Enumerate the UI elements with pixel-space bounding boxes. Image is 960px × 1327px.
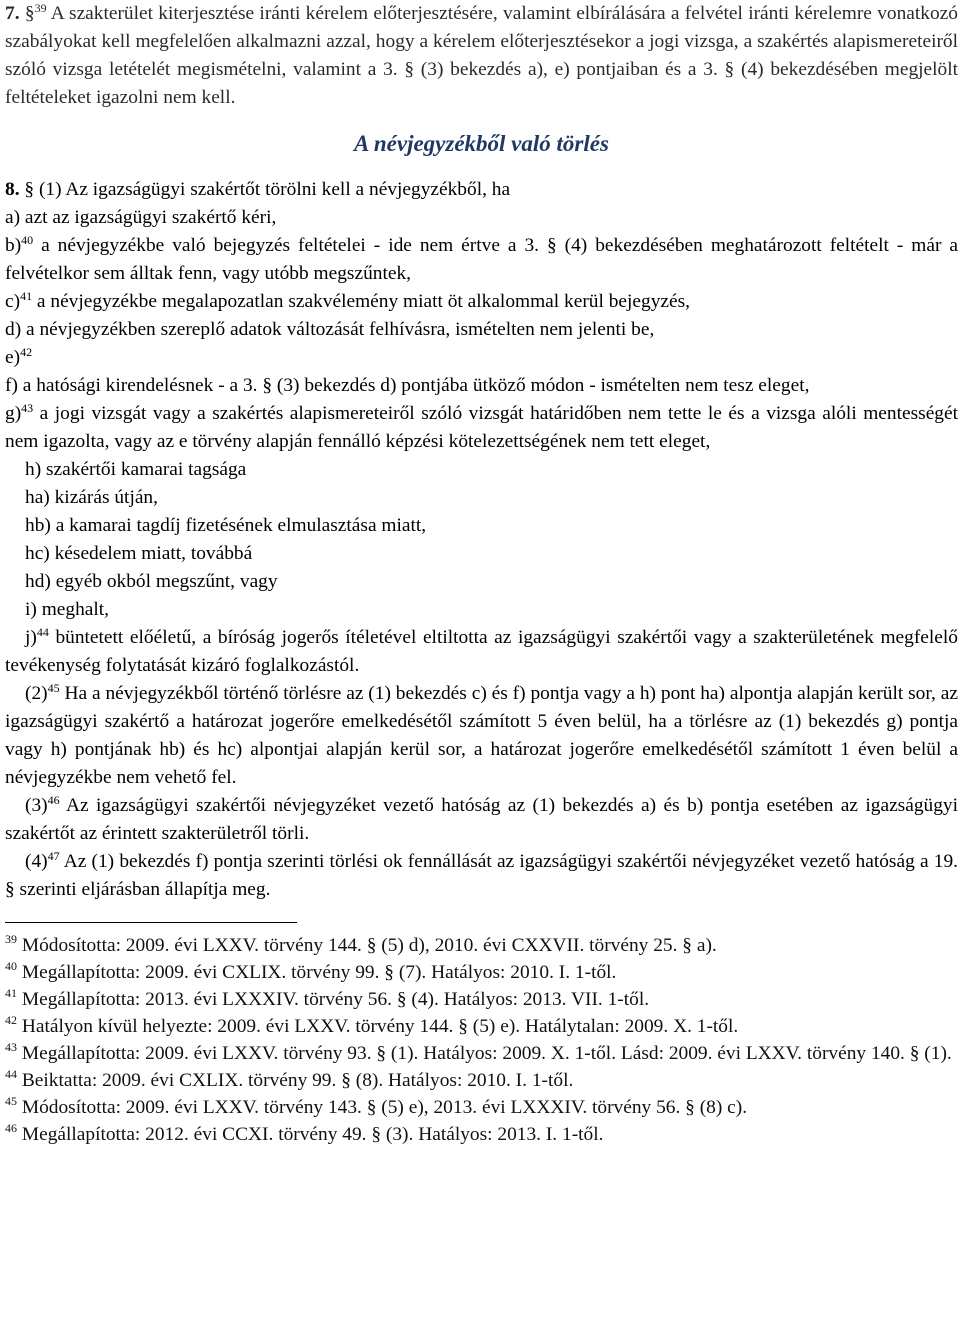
section-8-intro-text: § (1) Az igazságügyi szakértőt törölni kell a névjegyzékből, ha (19, 179, 511, 200)
footnote (5, 959, 958, 986)
point-ha: ha) kizárás útján, (25, 487, 158, 508)
footnote-number: 40 (5, 959, 17, 973)
point-g-text: a jogi vizsgát vagy a szakértés alapismereteiről szóló vizsgát határidőben nem tette le és a vizsga alóli mentességét nem igazolta, vagy az e törvény alapján fennálló képzési kötelezettségének nem tett eleget, (5, 403, 958, 452)
footnote-number: 39 (5, 932, 17, 946)
footnote-number: 42 (5, 1013, 17, 1027)
section-7-paragraph (5, 0, 958, 112)
footnote-number: 44 (5, 1067, 17, 1081)
point-j (5, 624, 958, 680)
point-c-text: a névjegyzékbe megalapozatlan szakvélemény miatt öt alkalommal kerül bejegyzés, (32, 291, 691, 312)
document-page (5, 0, 958, 1148)
paragraph-2 (5, 680, 958, 792)
footnote (5, 1094, 958, 1121)
paragraph-2-label: (2) (25, 683, 48, 704)
footnote-number: 46 (5, 1121, 17, 1135)
point-f: f) a hatósági kirendelésnek - a 3. § (3) bekezdés d) pontjába ütköző módon - ismételten nem tesz eleget, (5, 375, 810, 396)
footnote-ref-44[interactable]: 44 (36, 625, 49, 639)
point-i: i) meghalt, (25, 599, 110, 620)
paragraph-3 (5, 792, 958, 848)
paragraph-4 (5, 848, 958, 904)
footnote-ref-40[interactable]: 40 (21, 233, 34, 247)
point-h: h) szakértői kamarai tagsága (25, 459, 247, 480)
point-e (5, 344, 958, 372)
footnotes (5, 932, 958, 1148)
section-7-text: A szakterület kiterjesztése iránti kérelem előterjesztésére, valamint elbírálására a felvétel iránti kérelemre vonatkozó szabályokat kell megfelelően alkalmazni azzal, hogy a kérelem előterjesztésekor a jogi vizsga, a szakértés alapismereteiről szóló vizsga letételét megismételni, valamint a 3. § (3) bekezdés a), e) pontjaiban és a 3. § (4) bekezdésében megjelölt feltételeket igazolni nem kell. (5, 3, 958, 108)
point-g (5, 400, 958, 456)
paragraph-3-label: (3) (25, 795, 48, 816)
paragraph-2-text: Ha a névjegyzékből történő törlésre az (1) bekezdés c) és f) pontja vagy a h) pont ha) alpontja alapján került sor, az igazságügyi szakértő a határozat jogerőre emelkedésétől számított 5 éven belül, ha a törlésre az (1) bekezdés g) pontja vagy h) pontjának hb) és hc) alpontjai alapján kerül sor, a határozat jogerőre emelkedésétől számított 1 éven belül a névjegyzékbe nem vehető fel. (5, 683, 958, 788)
footnote-text: Megállapította: 2012. évi CCXI. törvény 49. § (3). Hatályos: 2013. I. 1-től. (17, 1124, 604, 1145)
section-title: A névjegyzékből való törlés (354, 131, 609, 156)
footnote (5, 986, 958, 1013)
paragraph-4-text: Az (1) bekezdés f) pontja szerinti törlési ok fennállását az igazságügyi szakértői névjegyzéket vezető hatóság a 19. § szerinti eljárásban állapítja meg. (5, 851, 958, 900)
point-b-text: a névjegyzékbe való bejegyzés feltételei - ide nem értve a 3. § (4) bekezdésében meghatározott feltételt - már a felvételkor sem álltak fenn, vagy utóbb megszűntek, (5, 235, 958, 284)
footnote-ref-47[interactable]: 47 (47, 849, 60, 863)
footnote-text: Megállapította: 2009. évi CXLIX. törvény 99. § (7). Hatályos: 2010. I. 1-től. (17, 962, 617, 983)
footnote-ref-39[interactable]: 39 (34, 1, 47, 15)
point-hb: hb) a kamarai tagdíj fizetésének elmulasztása miatt, (25, 515, 427, 536)
footnote-ref-46[interactable]: 46 (47, 793, 60, 807)
footnote (5, 1013, 958, 1040)
point-e-label: e) (5, 347, 21, 368)
footnote-text: Megállapította: 2009. évi LXXV. törvény 93. § (1). Hatályos: 2009. X. 1-től. Lásd: 2009. évi LXXV. törvény 140. § (1). (17, 1043, 952, 1064)
section-7-sign: § (24, 3, 35, 24)
section-8-number: 8. (5, 179, 20, 200)
section-7-number: 7. (5, 3, 20, 24)
point-d: d) a névjegyzékben szereplő adatok változását felhívásra, ismételten nem jelenti be, (5, 319, 655, 340)
paragraph-3-text: Az igazságügyi szakértői névjegyzéket vezető hatóság az (1) bekezdés a) és b) pontja esetében az igazságügyi szakértőt az érintett szakterületről törli. (5, 795, 958, 844)
footnote (5, 1121, 958, 1148)
footnote-number: 43 (5, 1040, 17, 1054)
footnote-divider (5, 922, 297, 923)
point-j-label: j) (25, 627, 37, 648)
footnote-text: Módosította: 2009. évi LXXV. törvény 143. § (5) e), 2013. évi LXXXIV. törvény 56. § (8) c). (17, 1097, 748, 1118)
point-hd: hd) egyéb okból megszűnt, vagy (25, 571, 278, 592)
footnote-number: 45 (5, 1094, 17, 1108)
point-j-text: büntetett előéletű, a bíróság jogerős ítéletével eltiltotta az igazságügyi szakértői vagy a szakterületének megfelelő tevékenység folytatását kizáró foglalkozástól. (5, 627, 958, 676)
point-g-label: g) (5, 403, 22, 424)
footnote-number: 41 (5, 986, 17, 1000)
section-8-intro (5, 176, 958, 204)
footnote (5, 932, 958, 959)
footnote (5, 1067, 958, 1094)
point-b (5, 232, 958, 288)
point-b-label: b) (5, 235, 22, 256)
footnote-ref-41[interactable]: 41 (20, 289, 33, 303)
point-a: a) azt az igazságügyi szakértő kéri, (5, 207, 277, 228)
point-hc: hc) késedelem miatt, továbbá (25, 543, 253, 564)
paragraph-4-label: (4) (25, 851, 48, 872)
footnote-text: Módosította: 2009. évi LXXV. törvény 144. § (5) d), 2010. évi CXXVII. törvény 25. § a). (17, 935, 717, 956)
footnote-text: Beiktatta: 2009. évi CXLIX. törvény 99. § (8). Hatályos: 2010. I. 1-től. (17, 1070, 574, 1091)
footnote (5, 1040, 958, 1067)
point-c-label: c) (5, 291, 21, 312)
footnote-text: Hatályon kívül helyezte: 2009. évi LXXV. törvény 144. § (5) e). Hatálytalan: 2009. X. 1-től. (17, 1016, 739, 1037)
point-c (5, 288, 958, 316)
footnote-text: Megállapította: 2013. évi LXXXIV. törvény 56. § (4). Hatályos: 2013. VII. 1-től. (17, 989, 650, 1010)
footnote-ref-45[interactable]: 45 (47, 681, 60, 695)
footnote-ref-43[interactable]: 43 (21, 401, 34, 415)
footnote-ref-42[interactable]: 42 (20, 345, 33, 359)
